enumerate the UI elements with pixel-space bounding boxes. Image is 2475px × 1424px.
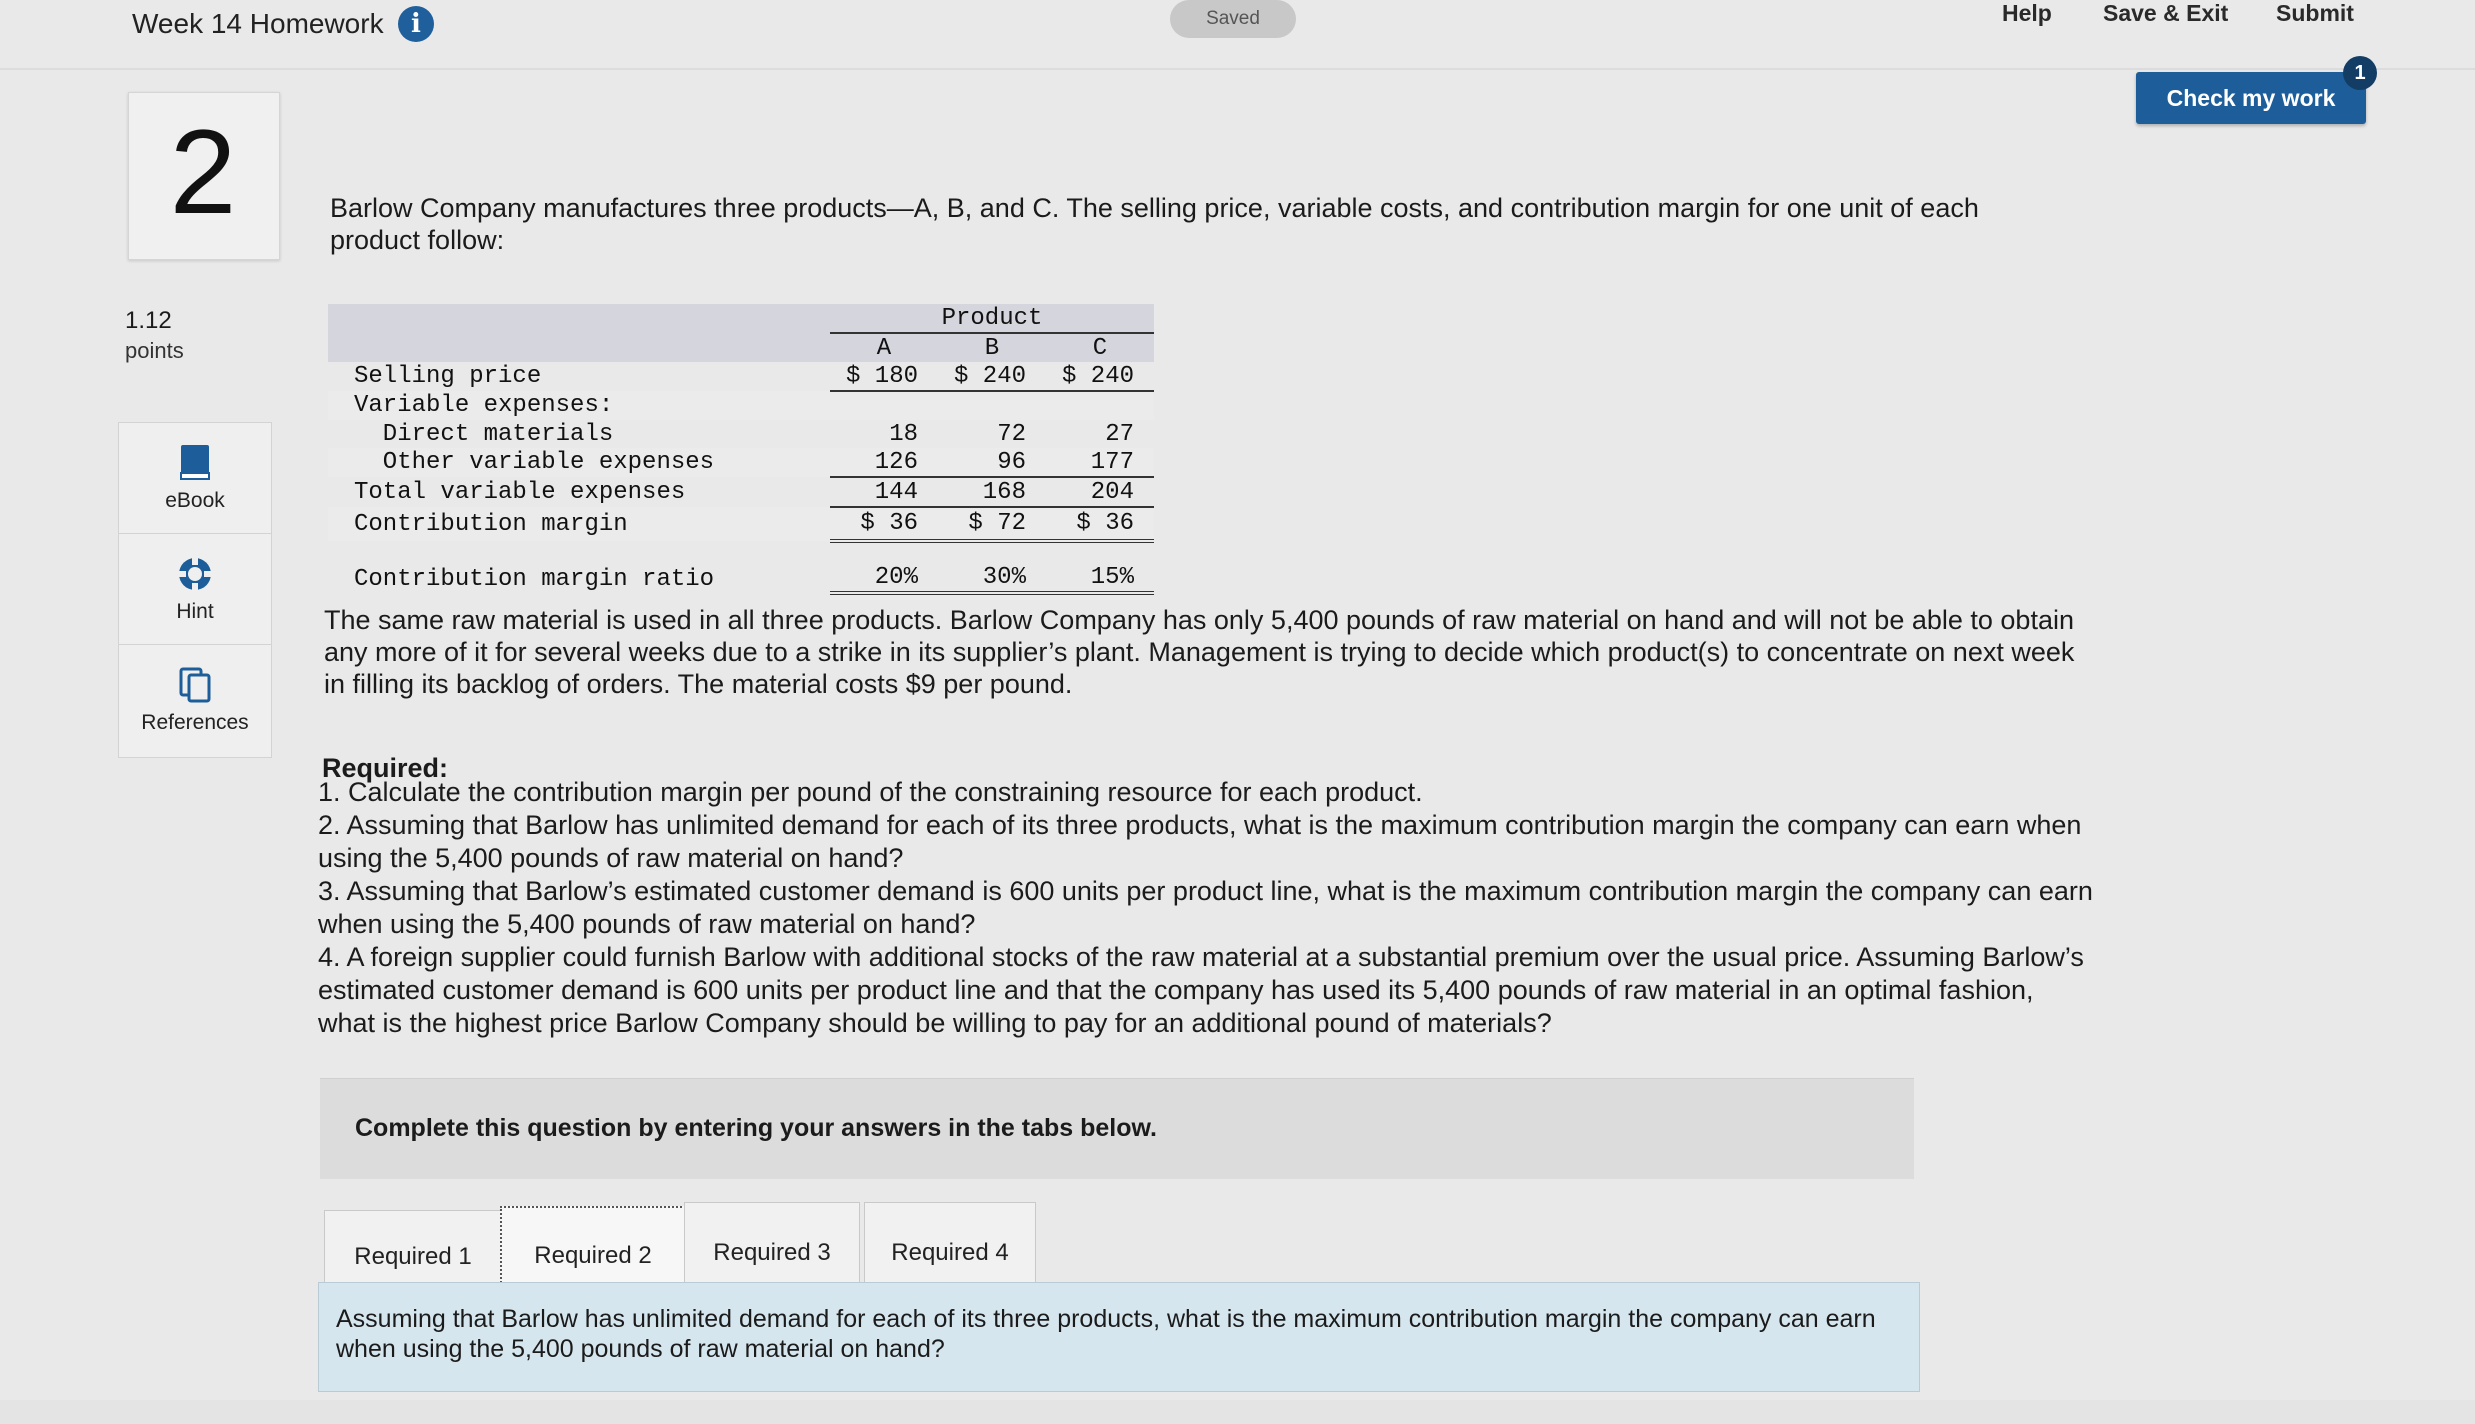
row-label-contribution-margin-ratio: Contribution margin ratio (354, 566, 715, 593)
check-my-work-button[interactable]: Check my work (2136, 72, 2366, 124)
points-label: points (125, 338, 184, 363)
cell-variable-expenses-a (830, 391, 938, 420)
row-label-total-variable-expenses: Total variable expenses (354, 478, 686, 506)
tools-panel (118, 422, 272, 758)
cell-other-variable-a: 126 (830, 448, 938, 477)
header-divider (0, 68, 2475, 70)
required-heading: Required: (322, 753, 449, 783)
cell-contribution-margin-b: $ 72 (938, 507, 1046, 541)
info-icon[interactable]: i (398, 6, 434, 42)
cell-other-variable-c: 177 (1046, 448, 1154, 477)
references-label: References (141, 711, 249, 734)
cell-selling-price-c: $ 240 (1046, 362, 1154, 391)
cell-variable-expenses-c (1046, 391, 1154, 420)
submit-link[interactable]: Submit (2276, 0, 2354, 26)
tab-required-4[interactable]: Required 4 (864, 1202, 1036, 1300)
required-item-2: 2. Assuming that Barlow has unlimited demand for each of its three products, what is the maximum contribution margin the company can earn when using the 5,400 pounds of raw material on hand? (318, 810, 2082, 873)
cell-direct-materials-a: 18 (889, 420, 918, 448)
bottom-strip (0, 1400, 2475, 1424)
row-label-direct-materials: Direct materials (354, 420, 614, 448)
cell-cm-ratio-b: 30% (938, 541, 1046, 593)
instructions-text: Complete this question by entering your answers in the tabs below. (355, 1114, 1157, 1142)
check-attempts-badge: 1 (2343, 56, 2377, 90)
row-label-variable-expenses: Variable expenses: (328, 391, 830, 420)
cell-contribution-margin-c: $ 36 (1046, 507, 1154, 541)
question-number: 2 (169, 105, 237, 239)
problem-details: The same raw material is used in all three products. Barlow Company has only 5,400 pounds of raw material on hand and will not be able to obtain any more of it for several weeks due to a strike in its supplier’s plant. Management is trying to decide which product(s) to concentrate on next week in filling its backlog of orders. The material costs $9 per pound. (324, 605, 2075, 699)
problem-intro: Barlow Company manufactures three products—A, B, and C. The selling price, variable costs, and contribution margin for one unit of each product follow: (330, 193, 1979, 255)
book-icon (177, 443, 213, 483)
lifebuoy-icon (177, 554, 213, 594)
ebook-button[interactable] (119, 423, 271, 534)
cell-cm-ratio-c: 15% (1046, 541, 1154, 593)
cell-selling-price-a: $ 180 (830, 362, 938, 391)
required-item-1: 1. Calculate the contribution margin per pound of the constraining resource for each product. (318, 777, 1423, 807)
tab-prompt: Assuming that Barlow has unlimited demand for each of its three products, what is the maximum contribution margin the company can earn when using the 5,400 pounds of raw material on hand? (336, 1305, 1876, 1363)
ebook-label: eBook (165, 489, 225, 512)
save-exit-link[interactable]: Save & Exit (2103, 0, 2229, 26)
cell-cm-ratio-a: 20% (830, 541, 938, 593)
cell-selling-price-b: $ 240 (938, 362, 1046, 391)
column-header-b: B (984, 334, 1000, 362)
cell-other-variable-b: 96 (938, 448, 1046, 477)
cell-direct-materials-c: 27 (1105, 420, 1134, 448)
saved-status-badge: Saved (1170, 0, 1296, 38)
cell-direct-materials-b: 72 (997, 420, 1026, 448)
tab-required-2[interactable]: Required 2 (500, 1206, 686, 1306)
row-label-selling-price: Selling price (354, 363, 542, 390)
hint-label: Hint (176, 600, 214, 623)
cell-total-variable-c: 204 (1046, 477, 1154, 507)
help-link[interactable]: Help (2002, 0, 2052, 26)
column-header-c: C (1092, 334, 1108, 362)
references-button[interactable] (119, 645, 271, 755)
product-data-table (328, 300, 1154, 593)
product-group-header: Product (830, 304, 1154, 333)
cell-variable-expenses-b (938, 391, 1046, 420)
cell-contribution-margin-a: $ 36 (830, 507, 938, 541)
row-label-other-variable-expenses: Other variable expenses (328, 448, 830, 477)
row-label-contribution-margin: Contribution margin (328, 507, 830, 541)
copy-pages-icon (177, 665, 213, 705)
hint-button[interactable] (119, 534, 271, 645)
assignment-title: Week 14 Homework (132, 8, 384, 39)
tab-required-3[interactable]: Required 3 (684, 1202, 860, 1300)
cell-total-variable-b: 168 (938, 477, 1046, 507)
cell-total-variable-a: 144 (830, 477, 938, 507)
required-item-4: 4. A foreign supplier could furnish Barlow with additional stocks of the raw material at a substantial premium over the usual price. Assuming Barlow’s estimated customer demand is 600 units per product line and that the company has used its 5,400 pounds of raw material in an optimal fashion, what is the highest price Barlow Company should be willing to pay for an additional pound of materials? (318, 942, 2084, 1038)
required-item-3: 3. Assuming that Barlow’s estimated customer demand is 600 units per product line, what is the maximum contribution margin the company can earn when using the 5,400 pounds of raw material on hand? (318, 876, 2093, 939)
required-list (318, 776, 2098, 1040)
column-header-a: A (876, 334, 892, 362)
tab-required-1[interactable]: Required 1 (324, 1210, 502, 1304)
points-value: 1.12 (125, 307, 172, 334)
